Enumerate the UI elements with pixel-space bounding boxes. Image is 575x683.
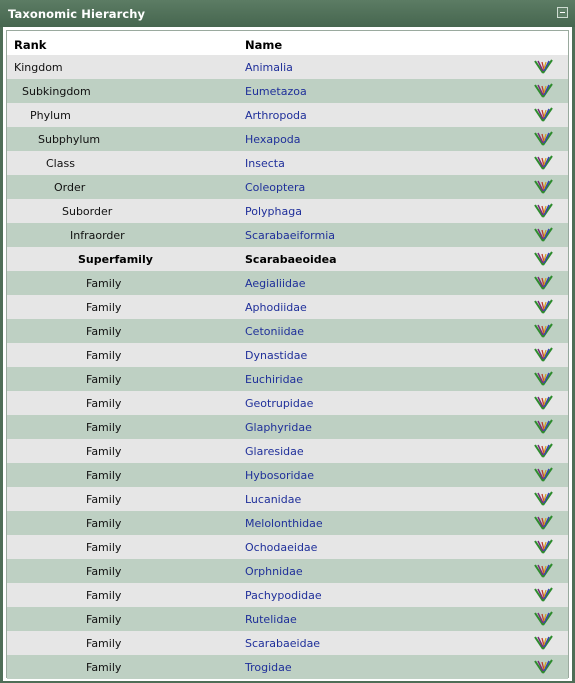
- tree-branch-icon[interactable]: [534, 659, 554, 675]
- name-link[interactable]: Orphnidae: [245, 565, 303, 578]
- rank-cell: Phylum: [30, 109, 71, 122]
- tree-branch-icon[interactable]: [534, 587, 554, 603]
- table-row: [7, 247, 568, 271]
- name-link[interactable]: Hybosoridae: [245, 469, 315, 482]
- table-row: [7, 631, 568, 655]
- name-link[interactable]: Scarabaeiformia: [245, 229, 336, 242]
- tree-branch-icon[interactable]: [534, 275, 554, 291]
- tree-branch-icon[interactable]: [534, 419, 554, 435]
- tree-branch-icon[interactable]: [534, 83, 554, 99]
- table-row: [7, 79, 568, 103]
- tree-branch-icon[interactable]: [534, 227, 554, 243]
- rank-cell: Class: [46, 157, 75, 170]
- table-row: [7, 583, 568, 607]
- panel-title: Taxonomic Hierarchy: [8, 7, 146, 21]
- tree-branch-icon[interactable]: [534, 347, 554, 363]
- tree-branch-icon[interactable]: [534, 371, 554, 387]
- rank-cell: Family: [86, 445, 122, 458]
- name-link[interactable]: Aegialiidae: [245, 277, 306, 290]
- rank-cell: Family: [86, 421, 122, 434]
- table-row: [7, 391, 568, 415]
- rank-cell: Suborder: [62, 205, 113, 218]
- table-row: [7, 487, 568, 511]
- name-link[interactable]: Hexapoda: [245, 133, 301, 146]
- panel-content: [3, 27, 572, 681]
- table-row: [7, 511, 568, 535]
- tree-branch-icon[interactable]: [534, 299, 554, 315]
- column-header-rank: Rank: [14, 38, 47, 52]
- table-row: [7, 151, 568, 175]
- tree-branch-icon[interactable]: [534, 107, 554, 123]
- name-link[interactable]: Coleoptera: [245, 181, 306, 194]
- tree-branch-icon[interactable]: [534, 59, 554, 75]
- table-row: [7, 223, 568, 247]
- tree-branch-icon[interactable]: [534, 563, 554, 579]
- table-row: [7, 607, 568, 631]
- name-link[interactable]: Dynastidae: [245, 349, 308, 362]
- table-header: [7, 31, 568, 55]
- rank-cell: Family: [86, 349, 122, 362]
- table-row: [7, 199, 568, 223]
- tree-branch-icon[interactable]: [534, 635, 554, 651]
- name-link[interactable]: Cetoniidae: [245, 325, 305, 338]
- table-row: [7, 367, 568, 391]
- column-header-name: Name: [245, 38, 283, 52]
- table-row: [7, 55, 568, 79]
- table-row: [7, 271, 568, 295]
- tree-branch-icon[interactable]: [534, 323, 554, 339]
- table-row: [7, 439, 568, 463]
- tree-branch-icon[interactable]: [534, 131, 554, 147]
- rank-cell: Infraorder: [70, 229, 125, 242]
- rank-cell: Family: [86, 469, 122, 482]
- tree-branch-icon[interactable]: [534, 155, 554, 171]
- table-row: [7, 463, 568, 487]
- tree-branch-icon[interactable]: [534, 611, 554, 627]
- name-link[interactable]: Scarabaeidae: [245, 637, 321, 650]
- tree-branch-icon[interactable]: [534, 179, 554, 195]
- name-link[interactable]: Arthropoda: [245, 109, 307, 122]
- hierarchy-table: [6, 30, 569, 678]
- name-link[interactable]: Geotrupidae: [245, 397, 314, 410]
- name-link[interactable]: Pachypodidae: [245, 589, 322, 602]
- table-row: [7, 319, 568, 343]
- name-link[interactable]: Lucanidae: [245, 493, 302, 506]
- rank-cell: Superfamily: [78, 253, 153, 266]
- table-row: [7, 103, 568, 127]
- table-row: [7, 535, 568, 559]
- rank-cell: Family: [86, 277, 122, 290]
- rank-cell: Subphylum: [38, 133, 101, 146]
- name-link[interactable]: Glaphyridae: [245, 421, 312, 434]
- tree-branch-icon[interactable]: [534, 515, 554, 531]
- rank-cell: Family: [86, 301, 122, 314]
- panel-titlebar: [0, 0, 575, 27]
- table-row: [7, 655, 568, 679]
- name-link[interactable]: Animalia: [245, 61, 293, 74]
- table-row: [7, 127, 568, 151]
- rank-cell: Family: [86, 613, 122, 626]
- rank-cell: Family: [86, 565, 122, 578]
- table-row: [7, 295, 568, 319]
- name-link[interactable]: Aphodiidae: [245, 301, 307, 314]
- rank-cell: Family: [86, 661, 122, 674]
- rank-cell: Family: [86, 397, 122, 410]
- tree-branch-icon[interactable]: [534, 203, 554, 219]
- rank-cell: Order: [54, 181, 86, 194]
- tree-branch-icon[interactable]: [534, 467, 554, 483]
- rank-cell: Family: [86, 541, 122, 554]
- name-cell: Scarabaeoidea: [245, 253, 337, 266]
- collapse-button[interactable]: [557, 7, 568, 18]
- table-row: [7, 415, 568, 439]
- name-link[interactable]: Rutelidae: [245, 613, 297, 626]
- name-link[interactable]: Melolonthidae: [245, 517, 323, 530]
- rank-cell: Family: [86, 589, 122, 602]
- rank-cell: Family: [86, 373, 122, 386]
- name-link[interactable]: Eumetazoa: [245, 85, 307, 98]
- rank-cell: Kingdom: [14, 61, 63, 74]
- name-link[interactable]: Euchiridae: [245, 373, 304, 386]
- rank-cell: Family: [86, 325, 122, 338]
- table-row: [7, 175, 568, 199]
- tree-branch-icon[interactable]: [534, 443, 554, 459]
- tree-branch-icon[interactable]: [534, 491, 554, 507]
- table-row: [7, 559, 568, 583]
- name-link[interactable]: Trogidae: [245, 661, 292, 674]
- rank-cell: Family: [86, 637, 122, 650]
- table-row: [7, 343, 568, 367]
- tree-branch-icon[interactable]: [534, 539, 554, 555]
- rank-cell: Subkingdom: [22, 85, 91, 98]
- name-link[interactable]: Insecta: [245, 157, 285, 170]
- tree-branch-icon[interactable]: [534, 395, 554, 411]
- table-body: [7, 55, 568, 679]
- rank-cell: Family: [86, 517, 122, 530]
- rank-cell: Family: [86, 493, 122, 506]
- name-link[interactable]: Polyphaga: [245, 205, 302, 218]
- name-link[interactable]: Glaresidae: [245, 445, 304, 458]
- tree-branch-icon[interactable]: [534, 251, 554, 267]
- name-link[interactable]: Ochodaeidae: [245, 541, 318, 554]
